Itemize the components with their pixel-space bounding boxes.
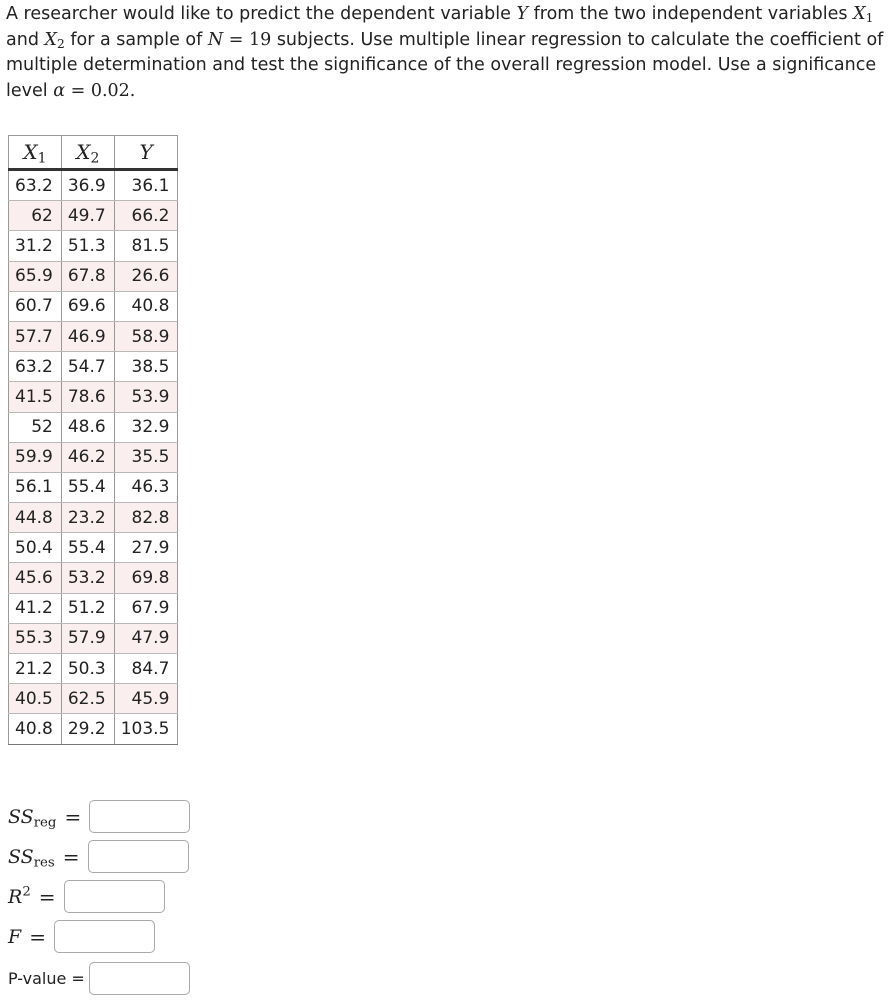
table-row: [9, 654, 178, 684]
y-cell: 26.6: [114, 261, 178, 291]
f-stat-input[interactable]: [54, 920, 155, 953]
table-row: [9, 382, 178, 412]
x1-cell: 31.2: [9, 231, 62, 261]
x2-cell: 46.2: [61, 442, 114, 472]
y-cell: 67.9: [114, 593, 178, 623]
table-row: [9, 412, 178, 442]
x2-cell: 55.4: [61, 472, 114, 502]
x1-cell: 40.5: [9, 684, 62, 714]
header-y: Y: [114, 136, 178, 170]
x1-cell: 60.7: [9, 291, 62, 321]
x2-cell: 50.3: [61, 654, 114, 684]
header-x2: $X_2$: [61, 136, 114, 170]
x1-cell: 40.8: [9, 714, 62, 744]
p-value-label: P-value =: [8, 969, 85, 988]
table-row: [9, 170, 178, 201]
table-row: [9, 533, 178, 563]
x1-cell: 41.2: [9, 593, 62, 623]
y-cell: 58.9: [114, 321, 178, 351]
x2-cell: 51.2: [61, 593, 114, 623]
table-row: [9, 352, 178, 382]
equals-sign: =: [38, 884, 56, 909]
x1-cell: 65.9: [9, 261, 62, 291]
x1-cell: 21.2: [9, 654, 62, 684]
ss-reg-row: [8, 800, 190, 833]
x1-cell: 56.1: [9, 472, 62, 502]
table-row: [9, 231, 178, 261]
header-x1: $X_1$: [9, 136, 62, 170]
table-row: [9, 563, 178, 593]
table-row: [9, 321, 178, 351]
equals-sign: =: [62, 844, 80, 869]
r-squared-row: [8, 880, 165, 913]
table-row: [9, 503, 178, 533]
table-row: [9, 593, 178, 623]
sample-size: 19: [248, 29, 272, 50]
y-cell: 32.9: [114, 412, 178, 442]
r-squared-label: $R^2$: [8, 884, 31, 908]
f-stat-label: F: [8, 925, 22, 948]
x1-cell: 50.4: [9, 533, 62, 563]
x1-cell: 45.6: [9, 563, 62, 593]
data-table: [8, 135, 178, 745]
y-cell: 35.5: [114, 442, 178, 472]
table-row: [9, 291, 178, 321]
y-cell: 45.9: [114, 684, 178, 714]
x2-cell: 23.2: [61, 503, 114, 533]
y-cell: 82.8: [114, 503, 178, 533]
x2-cell: 67.8: [61, 261, 114, 291]
x1-cell: 41.5: [9, 382, 62, 412]
table-row: [9, 623, 178, 653]
y-cell: 84.7: [114, 654, 178, 684]
ss-reg-label: $SS_{reg}$: [8, 805, 57, 830]
x2-cell: 36.9: [61, 170, 114, 201]
y-cell: 47.9: [114, 623, 178, 653]
var-y: Y: [516, 4, 529, 24]
x2-cell: 53.2: [61, 563, 114, 593]
x1-cell: 63.2: [9, 352, 62, 382]
x2-cell: 55.4: [61, 533, 114, 563]
x1-cell: 55.3: [9, 623, 62, 653]
table-header-row: [9, 136, 178, 170]
x2-cell: 54.7: [61, 352, 114, 382]
y-cell: 103.5: [114, 714, 178, 744]
f-stat-row: [8, 920, 155, 953]
equals-sign: =: [29, 924, 46, 949]
x1-cell: 59.9: [9, 442, 62, 472]
table-row: [9, 261, 178, 291]
x1-cell: 62: [9, 201, 62, 231]
y-cell: 66.2: [114, 201, 178, 231]
equals-sign: =: [64, 804, 82, 829]
x2-cell: 69.6: [61, 291, 114, 321]
x2-cell: 29.2: [61, 714, 114, 744]
x2-cell: 57.9: [61, 623, 114, 653]
y-cell: 27.9: [114, 533, 178, 563]
ss-res-label: $SS_{res}$: [8, 845, 55, 870]
var-x2: $X_2$: [44, 29, 65, 51]
x2-cell: 48.6: [61, 412, 114, 442]
x1-cell: 52: [9, 412, 62, 442]
y-cell: 36.1: [114, 170, 178, 201]
y-cell: 38.5: [114, 352, 178, 382]
x2-cell: 78.6: [61, 382, 114, 412]
alpha-value: 0.02: [90, 80, 130, 101]
table-row: [9, 201, 178, 231]
x1-cell: 63.2: [9, 170, 62, 201]
p-value-input[interactable]: [89, 962, 190, 995]
p-value-row: [8, 962, 190, 995]
table-row: [9, 442, 178, 472]
y-cell: 69.8: [114, 563, 178, 593]
x1-cell: 44.8: [9, 503, 62, 533]
table-row: [9, 714, 178, 744]
y-cell: 40.8: [114, 291, 178, 321]
var-n: N: [207, 29, 224, 50]
ss-res-row: [8, 840, 189, 873]
ss-reg-input[interactable]: [89, 800, 190, 833]
ss-res-input[interactable]: [88, 840, 189, 873]
var-x1: $X_1$: [853, 4, 874, 26]
y-cell: 46.3: [114, 472, 178, 502]
x1-cell: 57.7: [9, 321, 62, 351]
table-row: [9, 472, 178, 502]
y-cell: 81.5: [114, 231, 178, 261]
x2-cell: 62.5: [61, 684, 114, 714]
r-squared-input[interactable]: [64, 880, 165, 913]
question-text: A researcher would like to predict the dependent variable Y from the two independent variables $X_1$ and $X_2$ for a sample of N = 19 subjects. Use multiple linear regression to calculate the coefficient of multiple determination and test the significance of the overall regression model. Use a significance level α = 0.02.: [6, 4, 884, 101]
x2-cell: 46.9: [61, 321, 114, 351]
table-row: [9, 684, 178, 714]
var-alpha: α: [53, 80, 66, 101]
x2-cell: 51.3: [61, 231, 114, 261]
x2-cell: 49.7: [61, 201, 114, 231]
y-cell: 53.9: [114, 382, 178, 412]
